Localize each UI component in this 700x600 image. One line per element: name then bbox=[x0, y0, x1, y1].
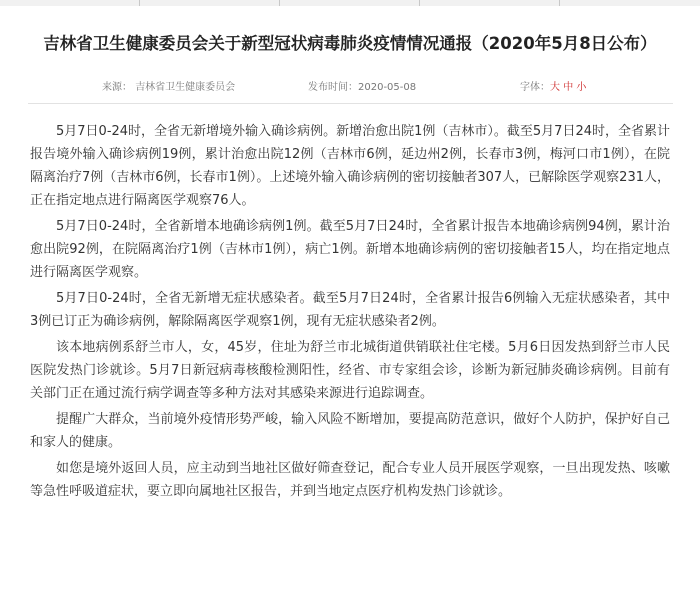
font-size-small[interactable]: 小 bbox=[576, 82, 587, 93]
source-value: 吉林省卫生健康委员会 bbox=[135, 82, 236, 93]
article-paragraph: 5月7日0-24时，全省无新增境外输入确诊病例。新增治愈出院1例（吉林市）。截至5月7日24时，全省累计报告境外输入确诊病例19例，累计治愈出院12例（吉林市6例，延边州2例，长春市3例，梅河口市1例），在院隔离治疗7例（吉林市6例，长春市1例）。上述境外输入确诊病例的密切接触者307人，已解除医学观察231人，正在指定地点进行隔离医学观察76人。 bbox=[30, 124, 670, 208]
tab-segment bbox=[560, 0, 700, 6]
tab-segment bbox=[420, 0, 560, 6]
article-paragraph: 该本地病例系舒兰市人，女，45岁，住址为舒兰市北城街道供销联社住宅楼。5月6日因发热到舒兰市人民医院发热门诊就诊。5月7日新冠病毒核酸检测阳性，经省、市专家组会诊，诊断为新冠肺炎确诊病例。目前有关部门正在通过流行病学调查等多种方法对其感染来源进行追踪调查。 bbox=[30, 340, 670, 401]
tab-segment bbox=[140, 0, 280, 6]
article-time bbox=[308, 78, 416, 93]
font-size-large[interactable]: 大 bbox=[550, 82, 560, 93]
tab-segment bbox=[280, 0, 420, 6]
article-title: 吉林省卫生健康委员会关于新型冠状病毒肺炎疫情情况通报（2020年5月8日公布） bbox=[43, 34, 657, 53]
article-source bbox=[102, 78, 235, 93]
meta-divider bbox=[28, 103, 673, 104]
font-label: 字体： bbox=[520, 82, 550, 93]
article-body bbox=[30, 120, 670, 506]
font-size-medium[interactable]: 中 bbox=[563, 82, 574, 93]
top-tab-strip bbox=[0, 0, 700, 6]
article-paragraph: 5月7日0-24时，全省新增本地确诊病例1例。截至5月7日24时，全省累计报告本地确诊病例94例，累计治愈出院92例，在院隔离治疗1例（吉林市1例），病亡1例。新增本地确诊病例的密切接触者15人，均在指定地点进行隔离医学观察。 bbox=[30, 219, 670, 280]
article-paragraph: 如您是境外返回人员，应主动到当地社区做好筛查登记，配合专业人员开展医学观察，一旦出现发热、咳嗽等急性呼吸道症状，要立即向属地社区报告，并到当地定点医疗机构发热门诊就诊。 bbox=[30, 461, 670, 499]
article-paragraph: 提醒广大群众，当前境外疫情形势严峻，输入风险不断增加，要提高防范意识，做好个人防护，保护好自己和家人的健康。 bbox=[30, 412, 670, 450]
font-size-switcher bbox=[520, 78, 586, 93]
tab-segment bbox=[0, 0, 140, 6]
time-value: 2020-05-08 bbox=[358, 82, 417, 93]
article-meta bbox=[0, 78, 700, 98]
article-paragraph: 5月7日0-24时，全省无新增无症状感染者。截至5月7日24时，全省累计报告6例输入无症状感染者，其中3例已订正为确诊病例，解除隔离医学观察1例，现有无症状感染者2例。 bbox=[30, 291, 670, 329]
source-label: 来源： bbox=[102, 82, 132, 93]
time-label: 发布时间： bbox=[308, 82, 358, 93]
